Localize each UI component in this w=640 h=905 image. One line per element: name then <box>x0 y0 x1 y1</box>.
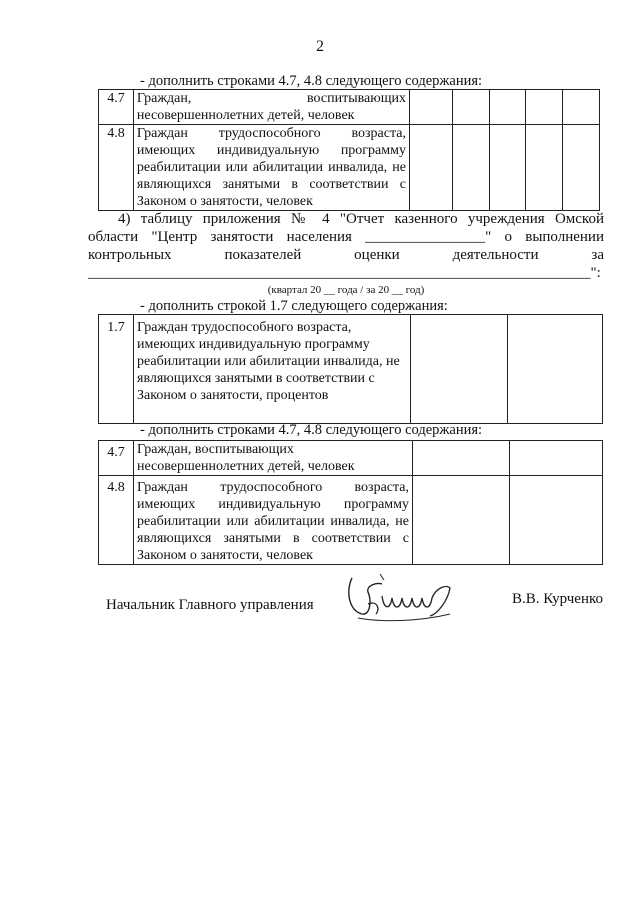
empty-cell <box>563 125 600 211</box>
empty-cell <box>510 441 603 476</box>
paragraph-4 <box>88 210 604 282</box>
period-caption: (квартал 20 __ года / за 20 __ год) <box>267 284 425 296</box>
empty-cell <box>489 125 526 211</box>
section2-intro: - дополнить строкой 1.7 следующего содержания: <box>140 298 448 314</box>
table-row <box>99 315 603 424</box>
paragraph-4-line: области "Центр занятости населения ________________" о выполнении <box>88 229 604 245</box>
section1-intro: - дополнить строками 4.7, 4.8 следующего содержания: <box>140 73 483 89</box>
table-row <box>99 476 603 565</box>
signer-name: В.В. Курченко <box>512 591 604 607</box>
paragraph-4-line: 4) таблицу приложения № 4 "Отчет казенного учреждения Омской <box>118 211 604 227</box>
row-text: Граждан трудоспособного возраста, имеющих индивидуальную программу реабилитации или абилитации инвалида, не являющихся занятыми в соответствии с Законом о занятости, человек <box>134 476 413 565</box>
signer-position: Начальник Главного управления <box>106 597 314 613</box>
page-number: 2 <box>316 38 324 55</box>
row-text: Граждан трудоспособного возраста, имеющих индивидуальную программу реабилитации или абилитации инвалида, не являющихся занятыми в соответствии с Законом о занятости, человек <box>133 125 409 211</box>
empty-cell <box>409 90 452 125</box>
empty-cell <box>563 90 600 125</box>
table-row <box>99 125 600 211</box>
empty-cell <box>411 315 508 424</box>
empty-cell <box>413 476 510 565</box>
empty-cell <box>510 476 603 565</box>
section3-table <box>98 440 603 565</box>
section1-table <box>98 89 600 211</box>
empty-cell <box>526 90 563 125</box>
section2-table <box>98 314 603 424</box>
row-number: 4.8 <box>99 476 134 565</box>
section3-intro: - дополнить строками 4.7, 4.8 следующего содержания: <box>140 422 483 438</box>
row-number: 4.7 <box>99 441 134 476</box>
empty-cell <box>526 125 563 211</box>
empty-cell <box>409 125 452 211</box>
table-row <box>99 90 600 125</box>
signature-image <box>338 570 468 630</box>
empty-cell <box>489 90 526 125</box>
row-text: Граждан, воспитывающих несовершеннолетних детей, человек <box>133 90 409 125</box>
row-text: Граждан трудоспособного возраста, имеющих индивидуальную программу реабилитации или абилитации инвалида, не являющихся занятыми в соответствии с Законом о занятости, процентов <box>134 315 411 424</box>
row-number: 1.7 <box>99 315 134 424</box>
empty-cell <box>508 315 603 424</box>
empty-cell <box>452 90 489 125</box>
paragraph-4-line: ___________________________________________________________________": <box>88 265 601 281</box>
empty-cell <box>413 441 510 476</box>
row-number: 4.8 <box>99 125 134 211</box>
row-number: 4.7 <box>99 90 134 125</box>
row-text: Граждан, воспитывающих несовершеннолетних детей, человек <box>134 441 413 476</box>
empty-cell <box>452 125 489 211</box>
paragraph-4-line: контрольных показателей оценки деятельности за <box>88 247 604 263</box>
table-row <box>99 441 603 476</box>
